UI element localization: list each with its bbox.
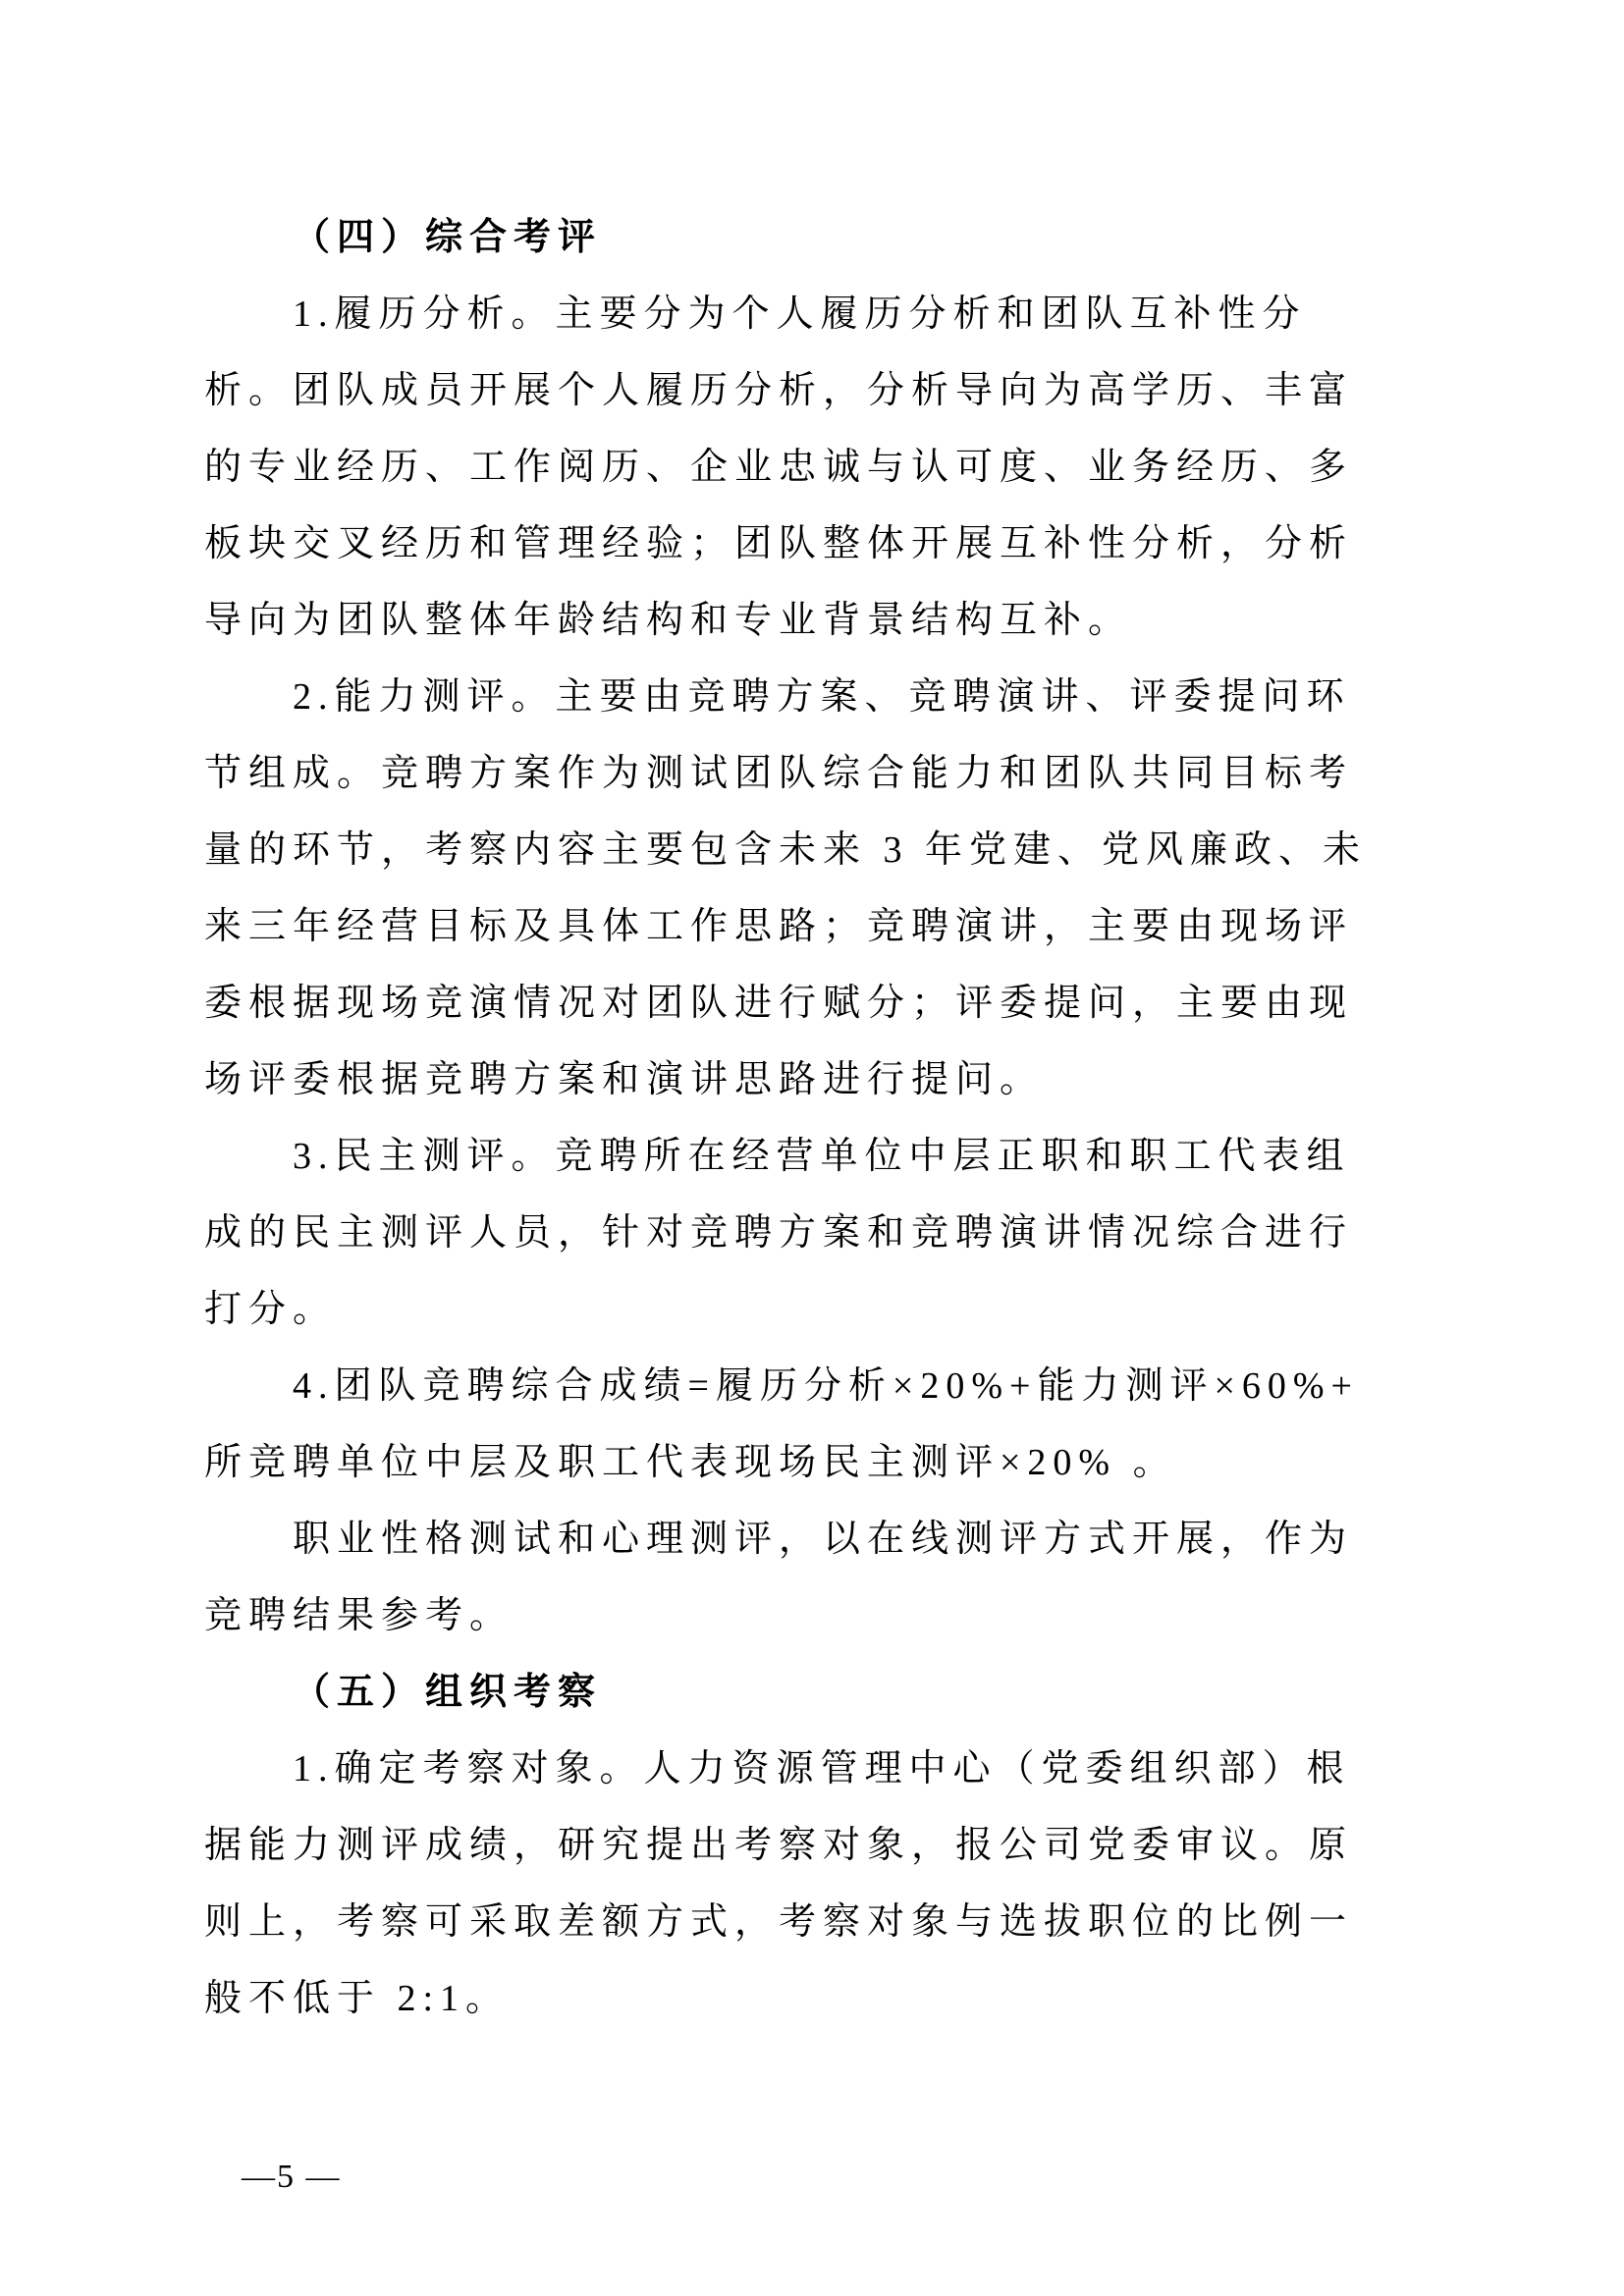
text-line: 场评委根据竞聘方案和演讲思路进行提问。 — [204, 1059, 1045, 1100]
text-line: 导向为团队整体年龄结构和专业背景结构互补。 — [204, 600, 1133, 641]
section-heading: （五）组织考察 — [293, 1672, 603, 1713]
text-line: 打分。 — [204, 1289, 338, 1330]
text-line: 节组成。竞聘方案作为测试团队综合能力和团队共同目标考 — [204, 753, 1354, 794]
text-line: 析。团队成员开展个人履历分析，分析导向为高学历、丰富 — [204, 370, 1354, 411]
document-body — [204, 199, 1422, 2037]
text-line: 职业性格测试和心理测评，以在线测评方式开展，作为 — [293, 1519, 1354, 1560]
text-line: 的专业经历、工作阅历、企业忠诚与认可度、业务经历、多 — [204, 447, 1354, 488]
text-line: 据能力测评成绩，研究提出考察对象，报公司党委审议。原 — [204, 1825, 1354, 1866]
text-line: 所竞聘单位中层及职工代表现场民主测评×20% 。 — [204, 1442, 1177, 1483]
text-line: 般不低于 2:1。 — [204, 1978, 511, 2019]
text-line: 来三年经营目标及具体工作思路；竞聘演讲，主要由现场评 — [204, 906, 1354, 947]
section-heading: （四）综合考评 — [293, 217, 603, 258]
text-line: 成的民主测评人员，针对竞聘方案和竞聘演讲情况综合进行 — [204, 1212, 1354, 1254]
text-line: 3.民主测评。竞聘所在经营单位中层正职和职工代表组 — [293, 1136, 1351, 1177]
text-line: 板块交叉经历和管理经验；团队整体开展互补性分析，分析 — [204, 523, 1354, 564]
text-line: 2.能力测评。主要由竞聘方案、竞聘演讲、评委提问环 — [293, 676, 1351, 718]
text-line: 竞聘结果参考。 — [204, 1595, 514, 1636]
text-line: 则上，考察可采取差额方式，考察对象与选拔职位的比例一 — [204, 1901, 1354, 1943]
text-line: 量的环节，考察内容主要包含未来 3 年党建、党风廉政、未 — [204, 829, 1368, 871]
page-number: —5 — — [242, 2159, 342, 2195]
text-line: 1.确定考察对象。人力资源管理中心（党委组织部）根 — [293, 1748, 1351, 1789]
text-line: 1.履历分析。主要分为个人履历分析和团队互补性分 — [293, 294, 1307, 335]
text-line: 委根据现场竞演情况对团队进行赋分；评委提问，主要由现 — [204, 983, 1354, 1024]
text-line: 4.团队竞聘综合成绩=履历分析×20%+能力测评×60%+ — [293, 1365, 1359, 1407]
